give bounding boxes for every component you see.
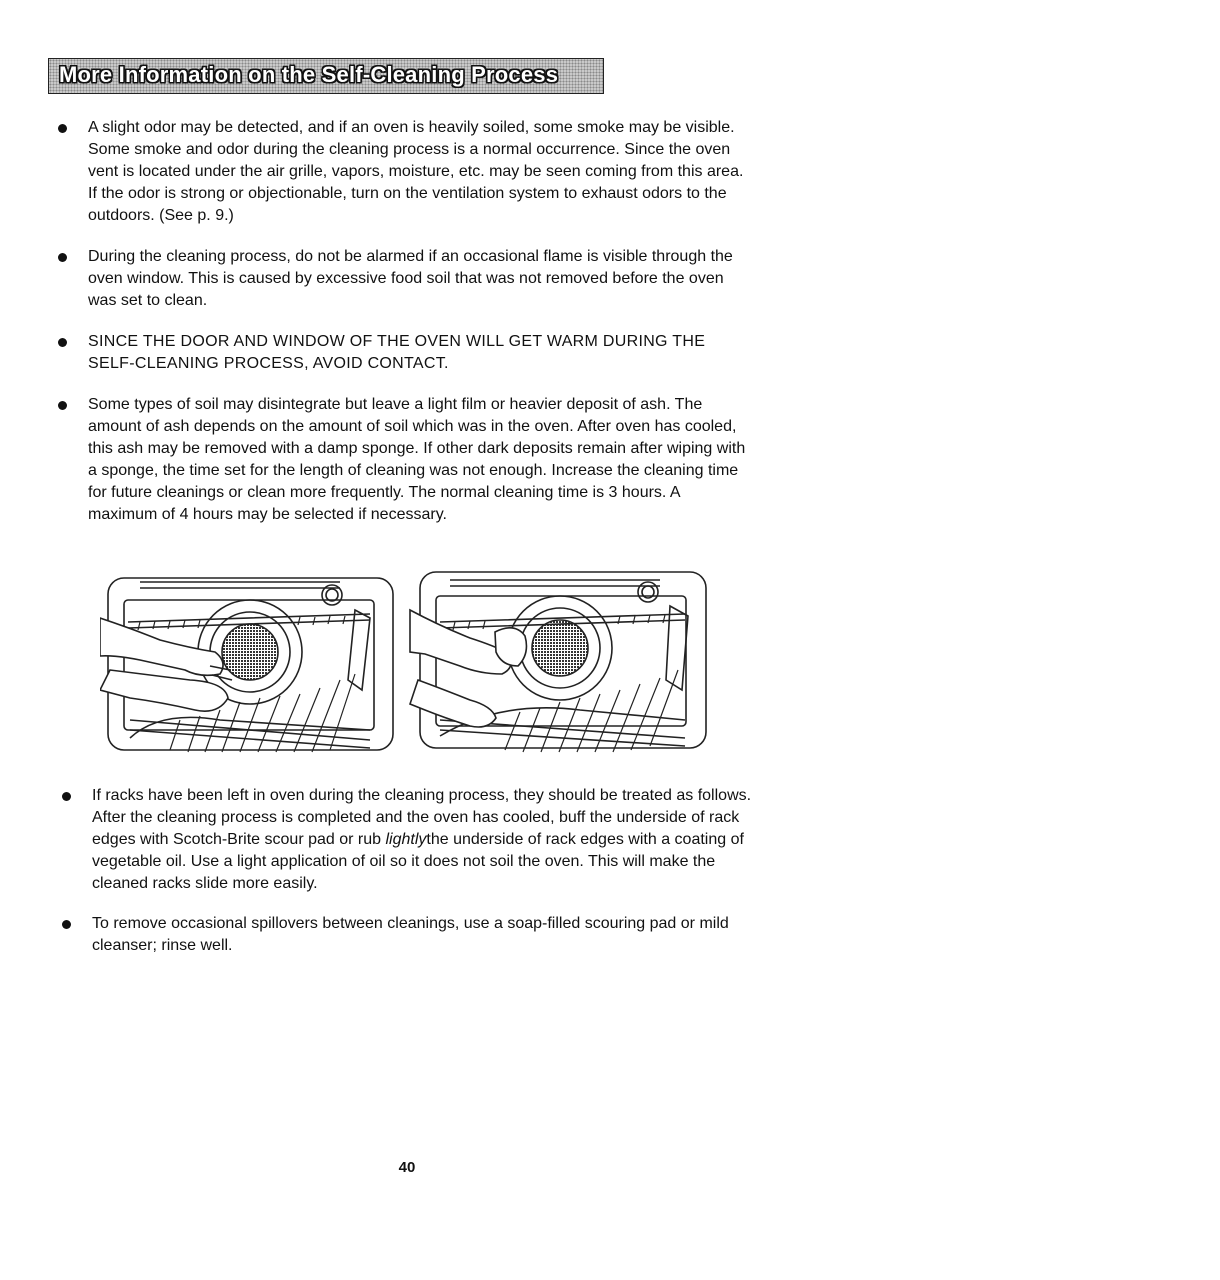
bullet-icon bbox=[58, 401, 67, 410]
list-item-text: During the cleaning process, do not be alarmed if an occasional flame is visible through the oven window. This is caused by excessive food soil that was not removed before the oven was set to clean. bbox=[88, 248, 733, 309]
list-item-text: the underside of rack edges with a coating of vegetable oil. Use a light application of oil so it does not soil the oven. This will make the cleaned racks slide more easily. bbox=[92, 831, 744, 892]
bullet-list-top bbox=[58, 117, 748, 545]
hand-wiping-left bbox=[100, 618, 232, 711]
oven-drawing-left bbox=[108, 578, 393, 752]
bullet-icon bbox=[58, 338, 67, 347]
list-item-flame bbox=[58, 246, 748, 312]
bullet-icon bbox=[62, 920, 71, 929]
list-item-text: SINCE THE DOOR AND WINDOW OF THE OVEN WILL GET WARM DURING THE SELF-CLEANING PROCESS, AVOID CONTACT. bbox=[88, 333, 706, 372]
list-item-ash bbox=[58, 394, 748, 526]
oven-illustrations bbox=[100, 570, 710, 762]
bullet-icon bbox=[58, 253, 67, 262]
section-heading bbox=[48, 58, 604, 94]
list-item-racks bbox=[62, 785, 752, 895]
list-item-odor bbox=[58, 117, 748, 227]
list-item-warning bbox=[58, 331, 748, 375]
list-item-text: Some types of soil may disintegrate but leave a light film or heavier deposit of ash. The amount of ash depends on the amount of soil which was in the oven. After oven has cooled, this ash may be removed with a damp sponge. If other dark deposits remain after wiping with a sponge, the time set for the length of cleaning was not enough. Increase the cleaning time for future cleanings or clean more frequently. The normal cleaning time is 3 hours. A maximum of 4 hours may be selected if necessary. bbox=[88, 396, 746, 523]
bullet-icon bbox=[58, 124, 67, 133]
list-item-text: To remove occasional spillovers between cleanings, use a soap-filled scouring pad or mild cleanser; rinse well. bbox=[92, 915, 729, 954]
emphasis-text: lightly bbox=[385, 831, 427, 848]
page-number: 40 bbox=[398, 1159, 416, 1176]
list-item-text: If racks have been left in oven during the cleaning process, they should be treated as follows. After the cleaning process is completed and the oven has cooled, buff the underside of rack edges with Scotch-Brite scour pad or rub bbox=[92, 787, 752, 848]
bullet-list-bottom bbox=[62, 785, 752, 975]
page-title: More Information on the Self-Cleaning Process bbox=[59, 62, 559, 87]
list-item-spillovers bbox=[62, 913, 752, 957]
list-item-text: A slight odor may be detected, and if an oven is heavily soiled, some smoke may be visible. Some smoke and odor during the cleaning process is a normal occurrence. Since the oven vent is located under the air grille, vapors, moisture, etc. may be seen coming from this area. If the odor is strong or objectionable, turn on the ventilation system to exhaust odors to the outdoors. (See p. 9.) bbox=[88, 119, 744, 224]
bullet-icon bbox=[62, 792, 71, 801]
